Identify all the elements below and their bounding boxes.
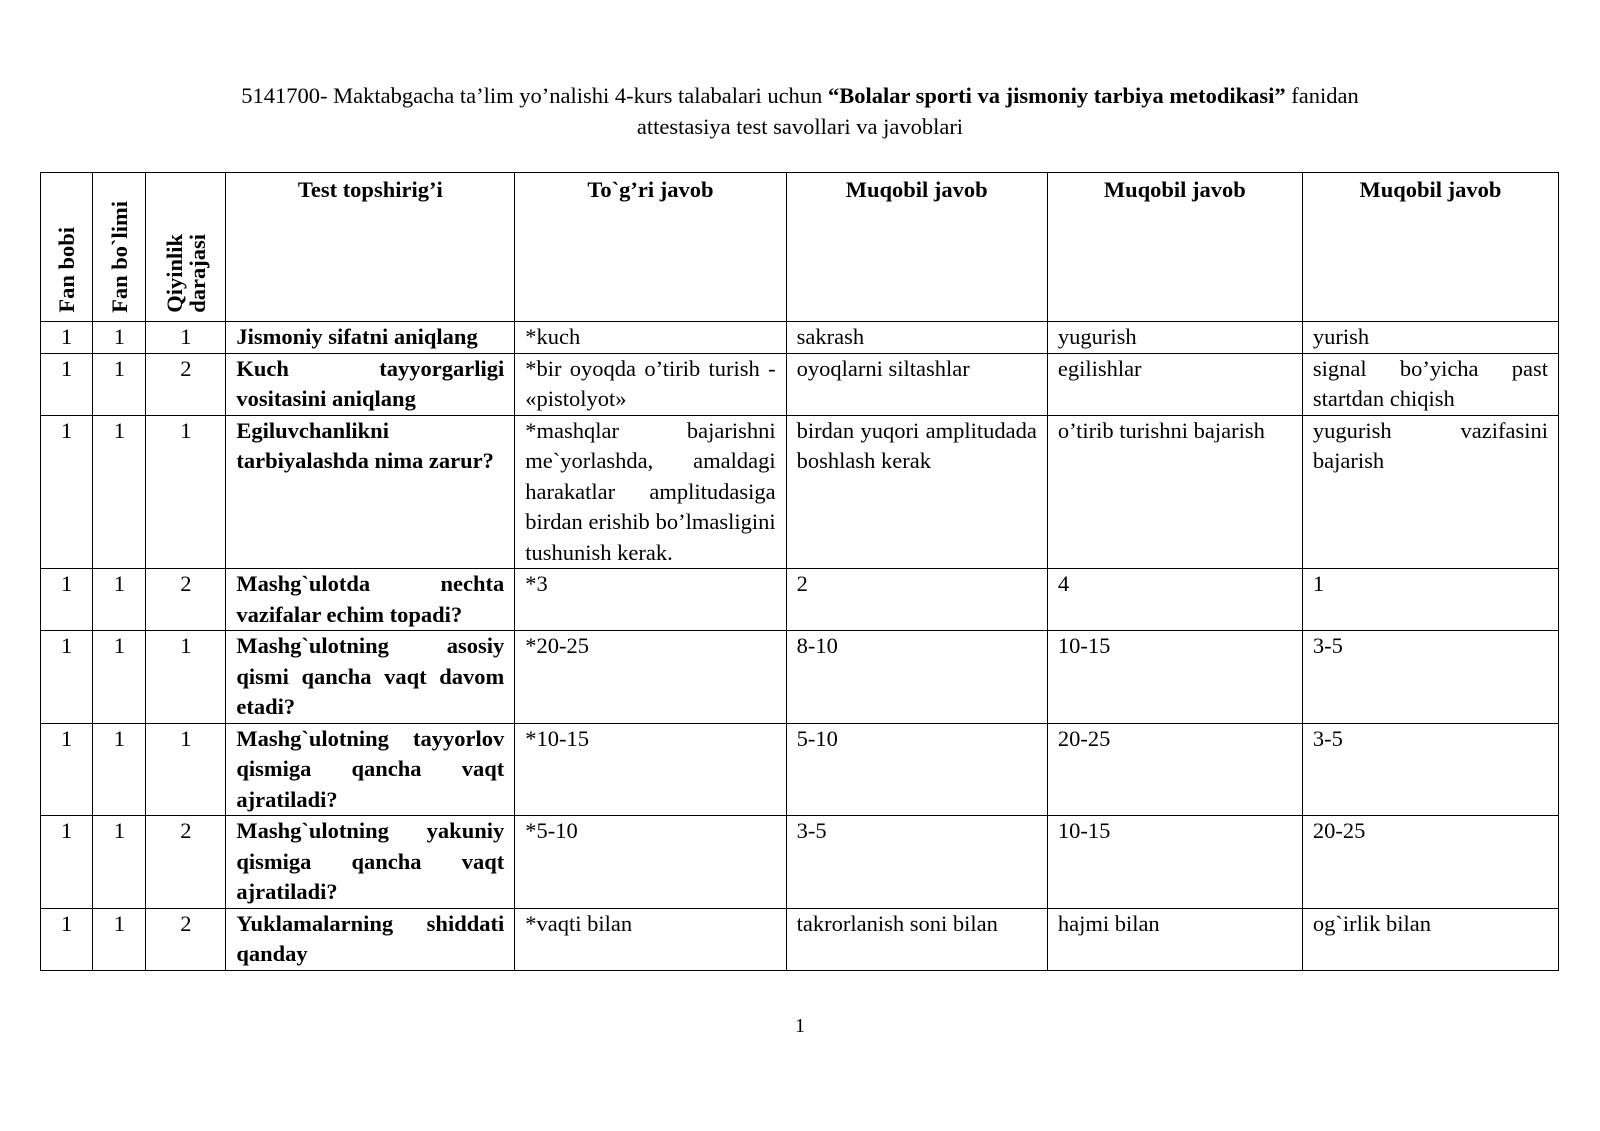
- cell-correct-answer: *5-10: [515, 816, 786, 909]
- cell-alt-answer-2: 4: [1047, 569, 1302, 631]
- cell-fan-bolimi: 1: [93, 816, 146, 909]
- cell-fan-bobi: 1: [41, 723, 93, 816]
- cell-fan-bobi: 1: [41, 569, 93, 631]
- cell-correct-answer: *3: [515, 569, 786, 631]
- table-row: [41, 322, 1559, 354]
- cell-fan-bolimi: 1: [93, 723, 146, 816]
- cell-alt-answer-1: sakrash: [786, 322, 1047, 354]
- title-prefix: 5141700- Maktabgacha ta’lim yo’nalishi 4-kurs talabalari uchun: [241, 83, 828, 108]
- table-row: [41, 723, 1559, 816]
- questions-table: [40, 172, 1559, 971]
- cell-fan-bobi: 1: [41, 322, 93, 354]
- cell-alt-answer-3: signal bo’yicha past startdan chiqish: [1302, 353, 1558, 415]
- header-qiyinlik-darajasi: Qiyinlik darajasi: [146, 173, 226, 322]
- cell-fan-bobi: 1: [41, 631, 93, 724]
- table-row: [41, 569, 1559, 631]
- cell-qiyinlik: 2: [146, 353, 226, 415]
- cell-alt-answer-2: 10-15: [1047, 631, 1302, 724]
- cell-qiyinlik: 2: [146, 816, 226, 909]
- header-test-topshirigi: Test topshirig’i: [226, 173, 515, 322]
- cell-alt-answer-1: 2: [786, 569, 1047, 631]
- cell-alt-answer-2: egilishlar: [1047, 353, 1302, 415]
- document-title: [40, 80, 1560, 142]
- cell-qiyinlik: 2: [146, 569, 226, 631]
- cell-alt-answer-2: o’tirib turishni bajarish: [1047, 415, 1302, 569]
- cell-alt-answer-1: oyoqlarni siltashlar: [786, 353, 1047, 415]
- cell-question: Mashg`ulotda nechta vazifalar echim topadi?: [226, 569, 515, 631]
- cell-question: Egiluvchanlikni tarbiyalashda nima zarur?: [226, 415, 515, 569]
- cell-fan-bobi: 1: [41, 415, 93, 569]
- header-fan-bolimi: Fan bo`limi: [93, 173, 146, 322]
- cell-alt-answer-1: 8-10: [786, 631, 1047, 724]
- cell-alt-answer-3: og`irlik bilan: [1302, 908, 1558, 970]
- title-suffix: fanidan: [1285, 83, 1359, 108]
- cell-question: Kuch tayyorgarligi vositasini aniqlang: [226, 353, 515, 415]
- cell-fan-bobi: 1: [41, 353, 93, 415]
- cell-alt-answer-3: 3-5: [1302, 631, 1558, 724]
- header-muqobil-javob-3: Muqobil javob: [1302, 173, 1558, 322]
- cell-question: Jismoniy sifatni aniqlang: [226, 322, 515, 354]
- table-row: [41, 908, 1559, 970]
- cell-qiyinlik: 1: [146, 723, 226, 816]
- table-row: [41, 415, 1559, 569]
- cell-question: Yuklamalarning shiddati qanday: [226, 908, 515, 970]
- table-row: [41, 816, 1559, 909]
- cell-alt-answer-3: yugurish vazifasini bajarish: [1302, 415, 1558, 569]
- cell-fan-bolimi: 1: [93, 415, 146, 569]
- cell-correct-answer: *bir oyoqda o’tirib turish - «pistolyot»: [515, 353, 786, 415]
- cell-alt-answer-3: yurish: [1302, 322, 1558, 354]
- cell-fan-bolimi: 1: [93, 353, 146, 415]
- cell-alt-answer-1: birdan yuqori amplitudada boshlash kerak: [786, 415, 1047, 569]
- table-row: [41, 353, 1559, 415]
- cell-correct-answer: *20-25: [515, 631, 786, 724]
- cell-fan-bobi: 1: [41, 908, 93, 970]
- cell-correct-answer: *10-15: [515, 723, 786, 816]
- cell-qiyinlik: 1: [146, 322, 226, 354]
- cell-qiyinlik: 2: [146, 908, 226, 970]
- cell-fan-bolimi: 1: [93, 322, 146, 354]
- cell-fan-bolimi: 1: [93, 908, 146, 970]
- table-row: [41, 631, 1559, 724]
- page-number: 1: [795, 1015, 805, 1037]
- cell-alt-answer-2: yugurish: [1047, 322, 1302, 354]
- cell-qiyinlik: 1: [146, 631, 226, 724]
- header-muqobil-javob-2: Muqobil javob: [1047, 173, 1302, 322]
- cell-alt-answer-2: 20-25: [1047, 723, 1302, 816]
- cell-alt-answer-1: 3-5: [786, 816, 1047, 909]
- cell-alt-answer-3: 20-25: [1302, 816, 1558, 909]
- cell-alt-answer-1: takrorlanish soni bilan: [786, 908, 1047, 970]
- cell-fan-bobi: 1: [41, 816, 93, 909]
- cell-question: Mashg`ulotning tayyorlov qismiga qancha vaqt ajratiladi?: [226, 723, 515, 816]
- cell-fan-bolimi: 1: [93, 631, 146, 724]
- cell-alt-answer-3: 1: [1302, 569, 1558, 631]
- cell-question: Mashg`ulotning asosiy qismi qancha vaqt davom etadi?: [226, 631, 515, 724]
- cell-alt-answer-2: hajmi bilan: [1047, 908, 1302, 970]
- cell-alt-answer-2: 10-15: [1047, 816, 1302, 909]
- header-muqobil-javob-1: Muqobil javob: [786, 173, 1047, 322]
- table-header-row: [41, 173, 1559, 322]
- cell-qiyinlik: 1: [146, 415, 226, 569]
- header-togri-javob: To`g’ri javob: [515, 173, 786, 322]
- header-fan-bobi: Fan bobi: [41, 173, 93, 322]
- cell-fan-bolimi: 1: [93, 569, 146, 631]
- cell-correct-answer: *kuch: [515, 322, 786, 354]
- cell-alt-answer-1: 5-10: [786, 723, 1047, 816]
- cell-correct-answer: *mashqlar bajarishni me`yorlashda, amaldagi harakatlar amplitudasiga birdan erishib bo’lmasligini tushunish kerak.: [515, 415, 786, 569]
- cell-question: Mashg`ulotning yakuniy qismiga qancha vaqt ajratiladi?: [226, 816, 515, 909]
- cell-alt-answer-3: 3-5: [1302, 723, 1558, 816]
- title-subject: “Bolalar sporti va jismoniy tarbiya metodikasi”: [827, 83, 1286, 108]
- cell-correct-answer: *vaqti bilan: [515, 908, 786, 970]
- title-line-1: [40, 80, 1560, 111]
- title-line-2: attestasiya test savollari va javoblari: [636, 114, 964, 139]
